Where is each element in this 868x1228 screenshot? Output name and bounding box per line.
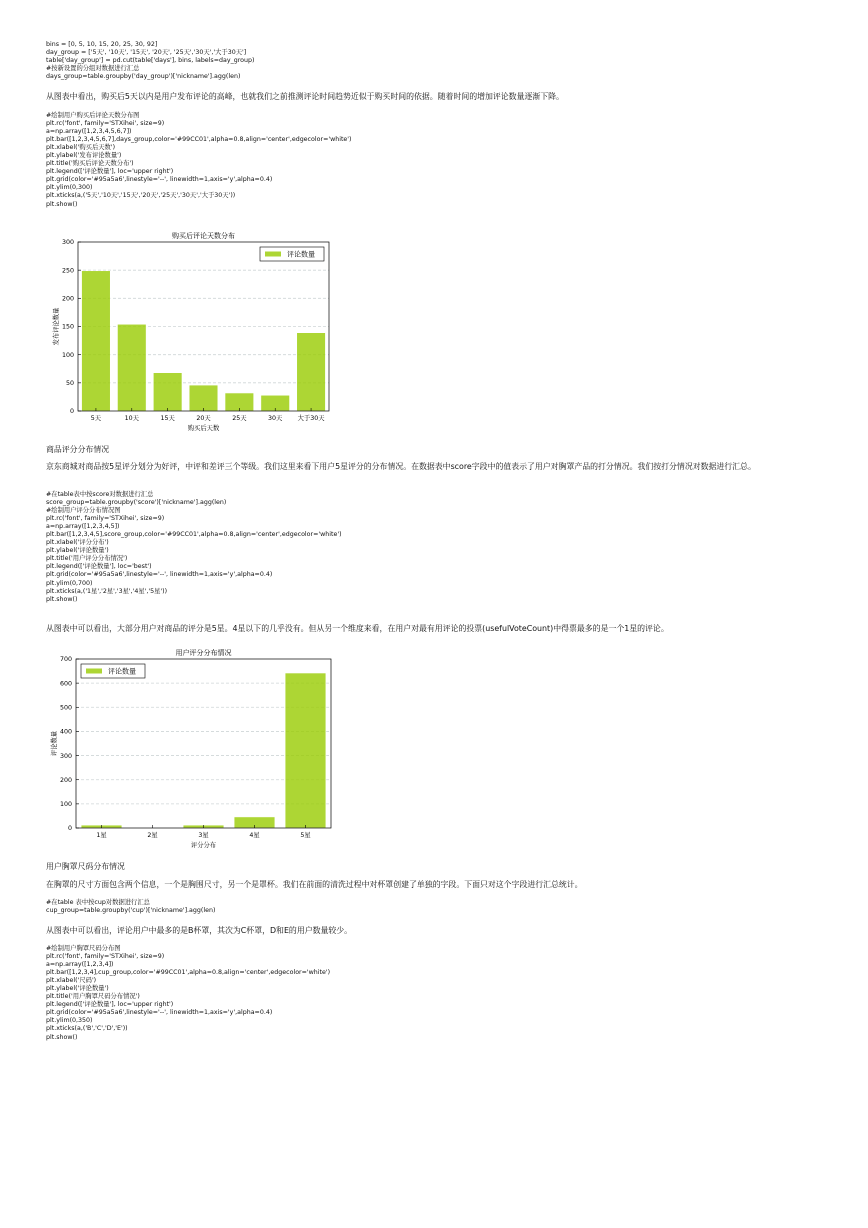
code-block-bins	[46, 41, 254, 81]
x-tick-label: 2星	[147, 832, 158, 839]
y-axis-label: 发布评论数量	[53, 307, 60, 346]
y-tick-label: 250	[61, 267, 74, 275]
y-tick-label: 100	[61, 351, 74, 359]
code-block-cup-group	[46, 899, 215, 915]
code-line: plt.title('用户评分分布情况')	[46, 555, 128, 563]
section-heading-score: 商品评分分布情况	[46, 445, 110, 454]
y-tick-label: 100	[59, 801, 72, 809]
code-line: plt.xticks(a,('1星','2星','3星','4星','5星'))	[46, 587, 168, 595]
code-line: plt.bar([1,2,3,4],cup_group,color='#99CC01',alpha=0.8,align='center',edgecolor='white')	[46, 969, 331, 977]
y-tick-label: 300	[61, 239, 74, 247]
y-tick-label: 200	[59, 776, 72, 784]
code-line: days_group=table.groupby('day_group')['nickname'].agg(len)	[46, 73, 241, 81]
y-axis-label: 评论数量	[51, 730, 58, 757]
legend	[260, 247, 324, 261]
legend-label: 评论数量	[287, 250, 315, 259]
code-line: plt.ylabel('评论数量')	[46, 985, 109, 993]
bar	[117, 324, 146, 411]
bar	[285, 673, 326, 828]
code-line: #绘制用户评分分布情况图	[46, 507, 121, 515]
y-tick-label: 300	[59, 752, 72, 760]
y-tick-label: 0	[69, 408, 74, 416]
code-line: cup_group=table.groupby('cup')['nickname'].agg(len)	[46, 907, 216, 915]
legend-swatch	[265, 252, 281, 257]
code-line: plt.legend(['评论数量'], loc='upper right')	[46, 1001, 174, 1009]
paragraph-cup-result: 从图表中可以看出，评论用户中最多的是B杯罩，其次为C杯罩，D和E的用户数量较少。	[46, 926, 353, 935]
x-tick-label: 4星	[249, 832, 260, 839]
code-line: plt.grid(color='#95a5a6',linestyle='--', linewidth=1,axis='y',alpha=0.4)	[46, 176, 273, 184]
chart-title: 购买后评论天数分布	[172, 232, 235, 240]
code-line: #在table 表中按cup对数据进行汇总	[46, 899, 150, 906]
chart-day-distribution	[46, 228, 346, 438]
x-tick-label: 15天	[160, 415, 175, 422]
y-tick-label: 50	[65, 380, 74, 388]
y-tick-label: 0	[67, 825, 72, 833]
bar	[153, 373, 182, 411]
code-line: plt.show()	[46, 595, 78, 603]
code-line: plt.xlabel('尺码')	[46, 977, 97, 985]
legend-swatch	[86, 669, 102, 674]
chart-score-distribution	[46, 645, 346, 855]
x-tick-label: 3星	[198, 832, 209, 839]
x-tick-label: 10天	[124, 415, 139, 422]
code-line: plt.grid(color='#95a5a6',linestyle='--', linewidth=1,axis='y',alpha=0.4)	[46, 571, 273, 579]
code-line: plt.rc('font', family='STXihei', size=9)	[46, 953, 165, 961]
code-block-score-chart	[46, 491, 342, 604]
x-tick-label: 25天	[232, 415, 247, 422]
paragraph-cup-intro: 在胸罩的尺寸方面包含两个信息，一个是胸围尺寸，另一个是罩杯。我们在前面的清洗过程中对杯罩创建了单独的字段。下面只对这个字段进行汇总统计。	[46, 880, 583, 889]
code-line: plt.ylim(0,700)	[46, 579, 93, 587]
code-line: plt.rc('font', family='STXihei', size=9)	[46, 515, 165, 523]
code-line: plt.title('购买后评论天数分布')	[46, 160, 134, 168]
y-tick-label: 400	[59, 728, 72, 736]
y-tick-label: 200	[61, 295, 74, 303]
code-line: plt.grid(color='#95a5a6',linestyle='--', linewidth=1,axis='y',alpha=0.4)	[46, 1009, 273, 1017]
code-line: plt.rc('font', family='STXihei', size=9)	[46, 120, 165, 128]
chart-title: 用户评分分布情况	[175, 649, 232, 657]
code-line: plt.xlabel('购买后天数')	[46, 144, 116, 152]
bar	[82, 271, 111, 411]
code-block-day-chart	[46, 112, 352, 209]
legend	[81, 664, 145, 678]
code-line: plt.show()	[46, 1033, 78, 1041]
code-line: plt.ylim(0,300)	[46, 184, 93, 192]
code-line: plt.bar([1,2,3,4,5],score_group,color='#99CC01',alpha=0.8,align='center',edgecolor='white')	[46, 531, 342, 539]
code-line: day_group = ['5天', '10天', '15天', '20天', '25天','30天','大于30天']	[46, 49, 247, 57]
code-line: plt.legend(['评论数量'], loc='upper right')	[46, 168, 174, 176]
code-line: plt.ylabel('发布评论数量')	[46, 152, 122, 160]
x-tick-label: 30天	[268, 415, 283, 422]
y-tick-label: 600	[59, 680, 72, 688]
bar	[189, 385, 218, 411]
code-block-cup-chart	[46, 945, 330, 1042]
x-axis-label: 评分分布	[190, 842, 217, 849]
code-line: a=np.array([1,2,3,4])	[46, 961, 114, 969]
code-line: plt.legend(['评论数量'], loc='best')	[46, 563, 152, 571]
x-tick-label: 1星	[96, 832, 107, 839]
paragraph-score-intro: 京东商城对商品按5星评分划分为好评，中评和差评三个等级。我们这里来看下用户5星评分的分布情况。在数据表中score字段中的值表示了用户对胸罩产品的打分情况。我们按打分情况对数据进行汇总。	[46, 462, 756, 471]
code-line: #在table表中按score对数据进行汇总	[46, 491, 154, 498]
bar	[297, 333, 326, 411]
x-tick-label: 20天	[196, 415, 211, 422]
y-tick-label: 150	[61, 323, 74, 331]
legend-label: 评论数量	[108, 667, 136, 676]
code-line: table['day_group'] = pd.cut(table['days'], bins, labels=day_group)	[46, 57, 255, 65]
code-line: a=np.array([1,2,3,4,5,6,7])	[46, 128, 132, 136]
code-line: #按新设置的分组对数据进行汇总	[46, 65, 140, 73]
code-line: plt.ylabel('评论数量')	[46, 547, 109, 555]
y-tick-label: 500	[59, 704, 72, 712]
code-line: plt.ylim(0,350)	[46, 1017, 93, 1025]
x-tick-label: 大于30天	[297, 415, 325, 422]
paragraph-score-result: 从图表中可以看出，大部分用户对商品的评分是5星。4星以下的几乎没有。但从另一个维度来看，在用户对最有用评论的投票(usefulVoteCount)中得票最多的是一个1星的评论。	[46, 624, 669, 633]
y-tick-label: 700	[59, 656, 72, 664]
code-line: plt.show()	[46, 200, 78, 208]
code-line: bins = [0, 5, 10, 15, 20, 25, 30, 92]	[46, 41, 158, 48]
x-axis-label: 购买后天数	[187, 425, 220, 432]
paragraph-day-peak: 从图表中看出，购买后5天以内是用户发布评论的高峰，也就我们之前推测评论时间趋势近似于购买时间的依据。随着时间的增加评论数量逐渐下降。	[46, 92, 564, 101]
code-line: score_group=table.groupby('score')['nickname'].agg(len)	[46, 499, 227, 507]
code-line: plt.xticks(a,('B','C','D','E'))	[46, 1025, 128, 1033]
x-tick-label: 5天	[90, 415, 102, 422]
code-line: #绘制用户胸罩尺码分布图	[46, 945, 121, 952]
code-line: plt.title('用户胸罩尺码分布情况')	[46, 993, 140, 1001]
x-tick-label: 5星	[300, 832, 311, 839]
code-line: #绘制用户购买后评论天数分布图	[46, 112, 140, 119]
code-line: plt.bar([1,2,3,4,5,6,7],days_group,color='#99CC01',alpha=0.8,align='center',edgecolor='white')	[46, 136, 352, 144]
code-line: a=np.array([1,2,3,4,5])	[46, 523, 120, 531]
section-heading-cup: 用户胸罩尺码分布情况	[46, 862, 125, 871]
code-line: plt.xticks(a,('5天','10天','15天','20天','25天','30天','大于30天'))	[46, 192, 236, 200]
code-line: plt.xlabel('评分分布')	[46, 539, 109, 547]
